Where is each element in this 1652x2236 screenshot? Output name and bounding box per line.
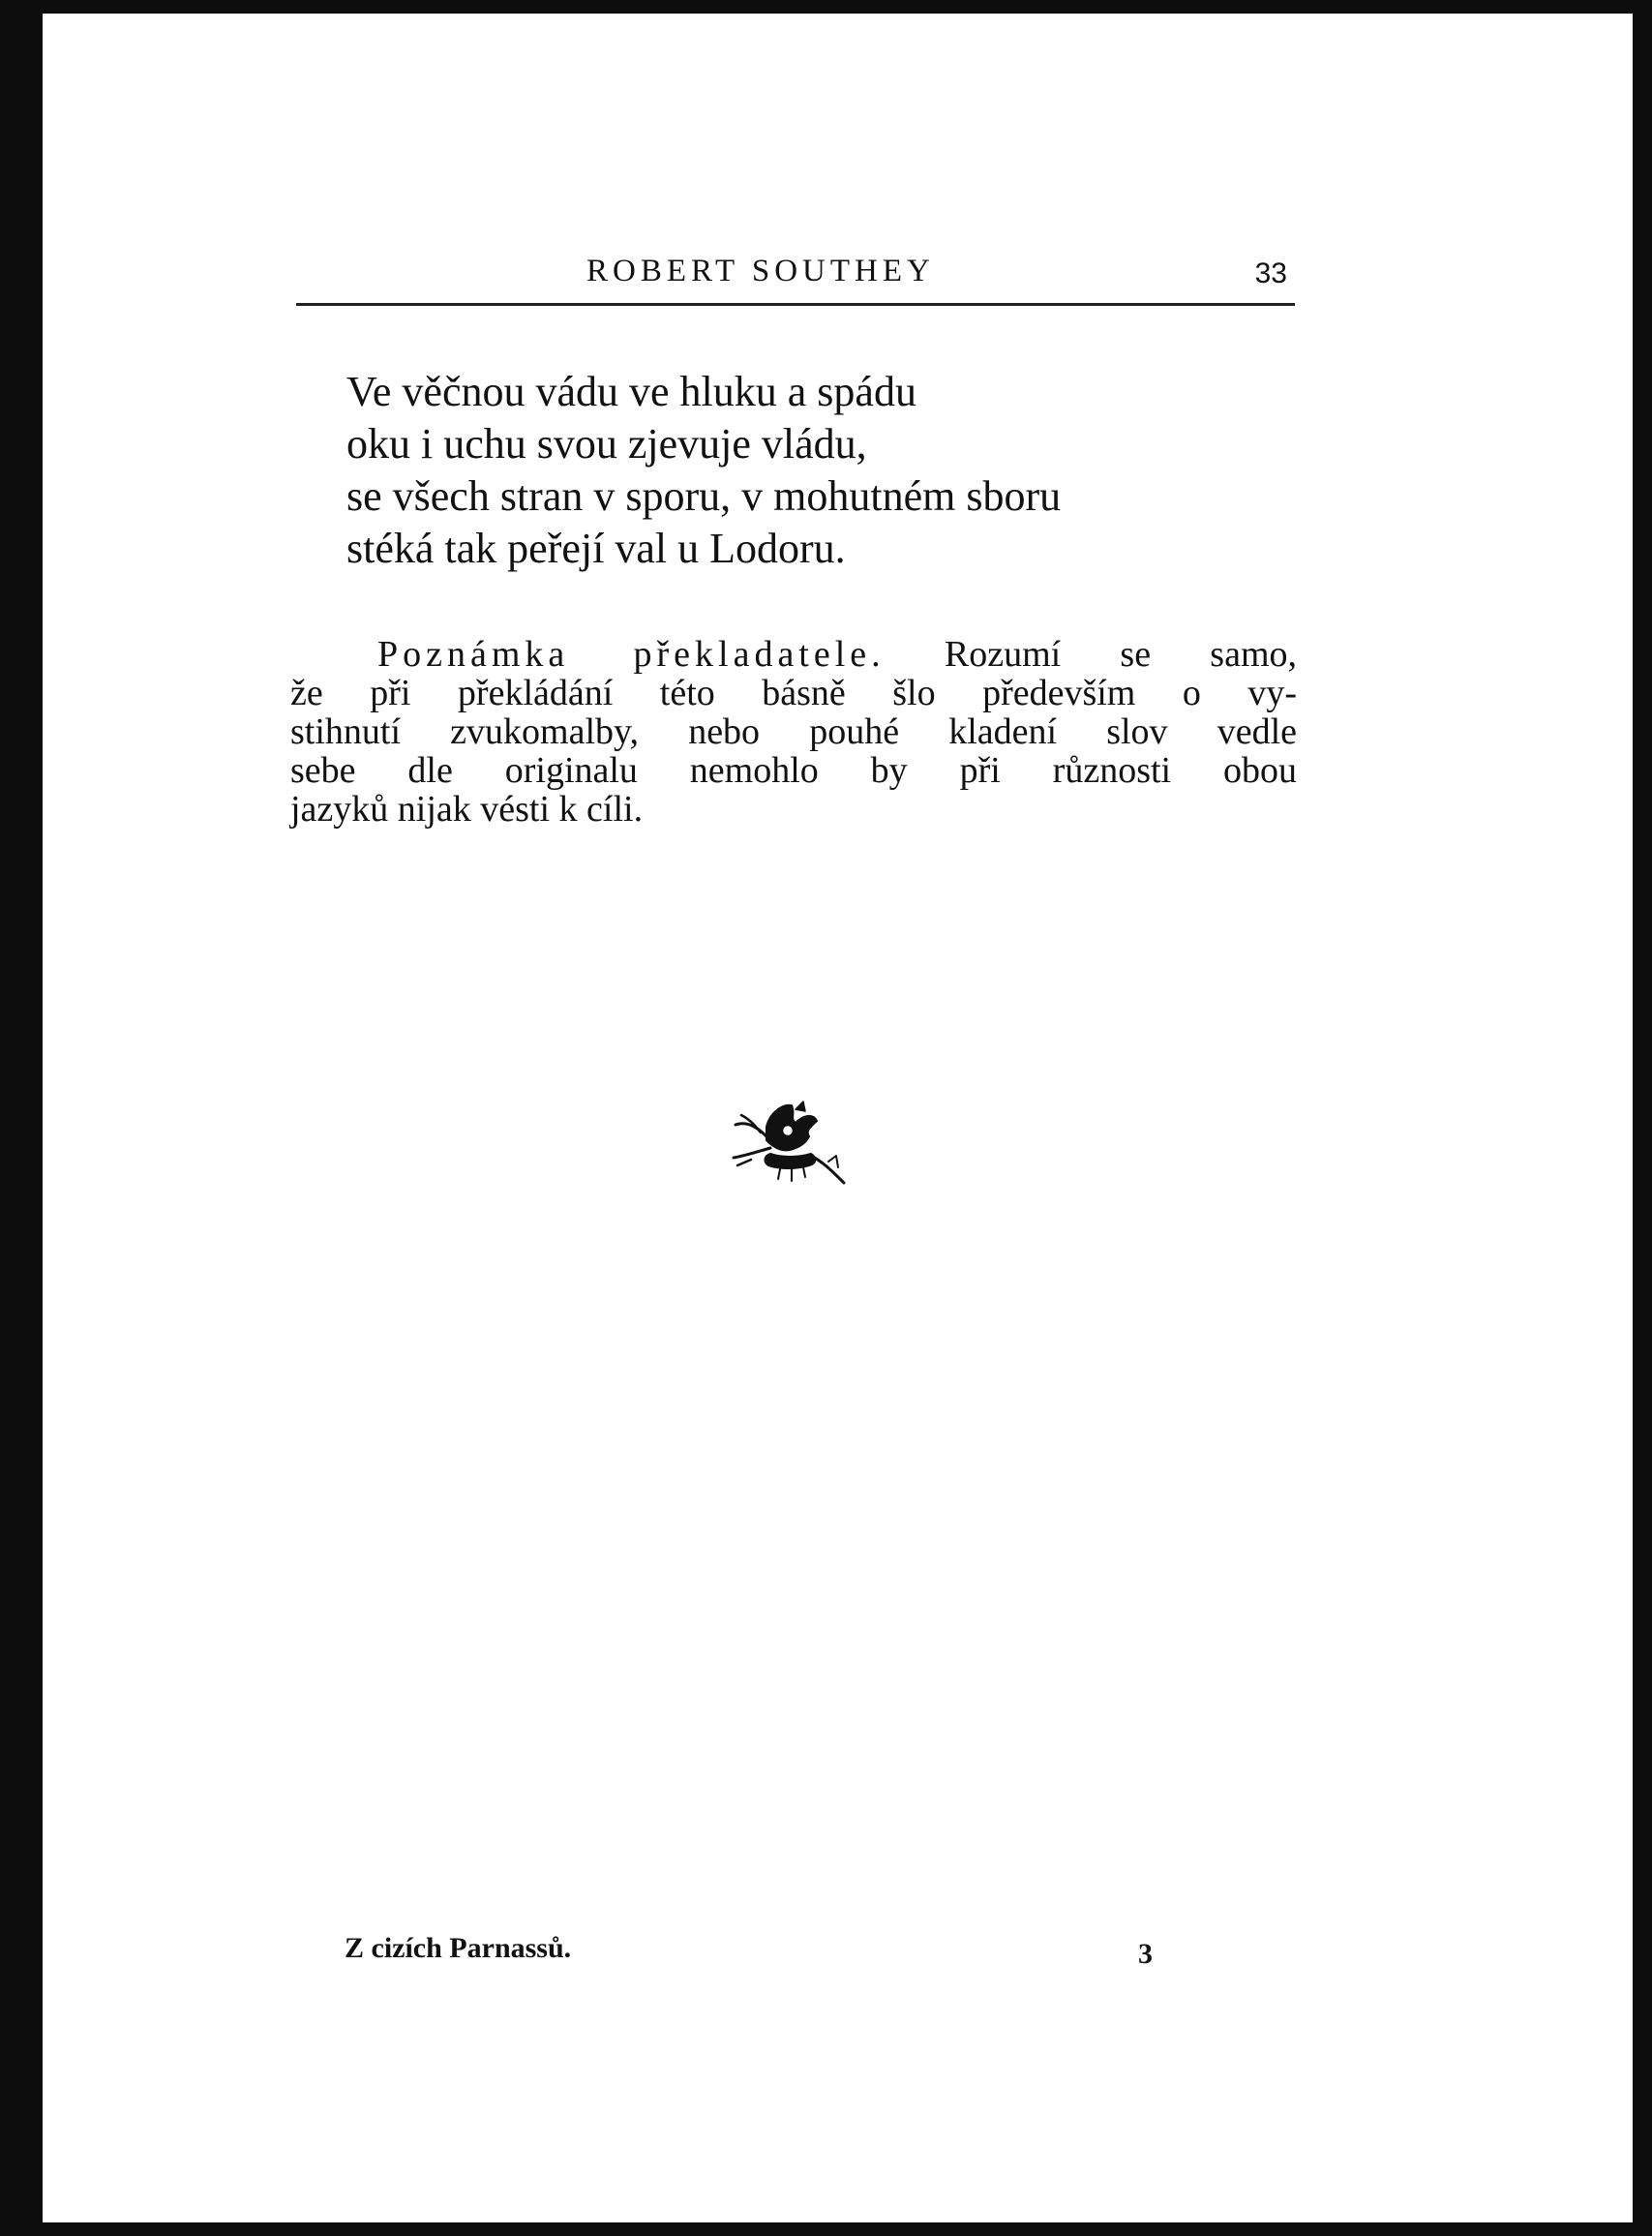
sheet-signature: Z cizích Parnassů. — [345, 1932, 572, 1964]
poem-line: Ve věčnou vádu ve hluku a spádu — [346, 368, 916, 415]
running-title: ROBERT SOUTHEY — [586, 254, 935, 288]
poem-line: se všech stran v sporu, v mohutném sboru — [346, 472, 1062, 520]
running-head — [296, 250, 1295, 306]
poem-line: stéká tak peřejí val u Lodoru. — [346, 525, 846, 572]
poem-line: oku i uchu svou zjevuje vládu, — [346, 420, 867, 468]
header-rule — [296, 303, 1295, 306]
scan-border-top — [0, 0, 1652, 14]
scan-border-left — [0, 0, 43, 2236]
note-lead: Poznámka překladatele. — [377, 634, 886, 675]
scan-border-right — [1633, 0, 1652, 2236]
translator-note — [290, 635, 1297, 829]
note-line: jazyků nijak vésti k cíli. — [290, 789, 644, 830]
poem-stanza — [346, 366, 1276, 575]
note-line: že při překládání této básně šlo především o vy- — [290, 673, 1297, 713]
note-line: stihnutí zvukomalby, nebo pouhé kladení slov vedle — [290, 711, 1297, 752]
floral-vignette-icon — [728, 1098, 852, 1187]
note-text: Rozumí se samo, — [885, 634, 1297, 675]
scan-border-bottom — [0, 2222, 1652, 2236]
page-number: 33 — [1254, 257, 1287, 289]
note-line — [290, 635, 1297, 674]
sheet-number: 3 — [1138, 1938, 1153, 1970]
note-line: sebe dle originalu nemohlo by při různosti obou — [290, 750, 1297, 791]
